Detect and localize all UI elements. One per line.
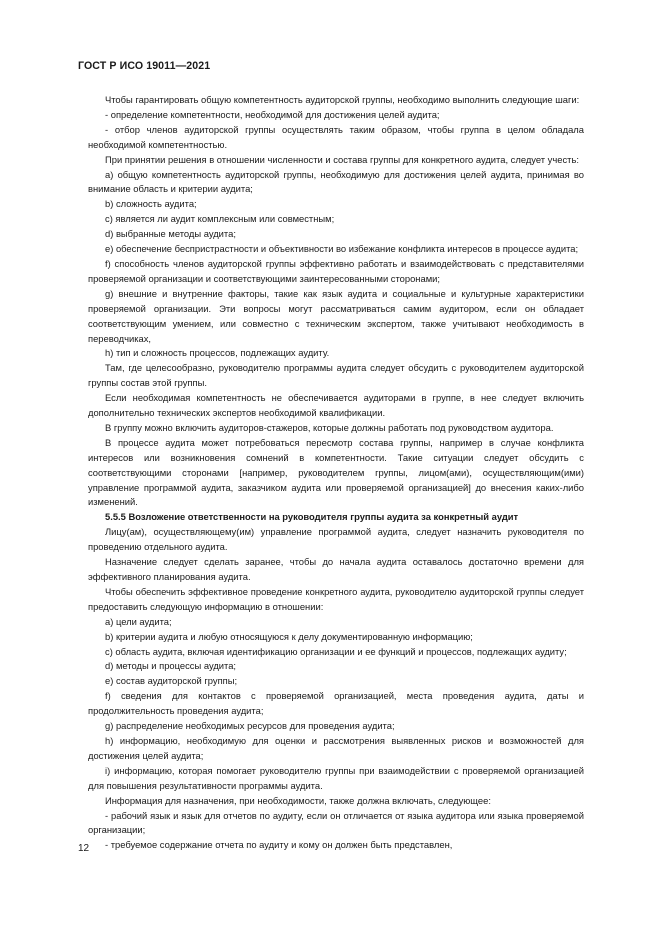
paragraph: Там, где целесообразно, руководителю программы аудита следует обсудить с руководителем аудиторской группы состав этой группы.	[88, 362, 584, 389]
list-item: b) сложность аудита;	[105, 198, 197, 210]
list-item: d) методы и процессы аудита;	[105, 660, 237, 672]
list-item: c) область аудита, включая идентификацию организации и ее функций и процессов, подлежащих аудиту;	[105, 645, 567, 657]
list-item: - отбор членов аудиторской группы осуществлять таким образом, чтобы группа в целом обладала необходимой компетентностью.	[88, 123, 584, 150]
paragraph: Чтобы гарантировать общую компетентность аудиторской группы, необходимо выполнить следующие шаги:	[105, 94, 580, 105]
list-item: е) состав аудиторской группы;	[105, 675, 238, 687]
paragraph: Назначение следует сделать заранее, чтобы до начала аудита оставалось достаточно времени для эффективного планирования аудита.	[88, 556, 584, 582]
list-item: е) обеспечение беспристрастности и объективности во избежание конфликта интересов в процессе аудита;	[105, 243, 579, 255]
list-item: - требуемое содержание отчета по аудиту и кому он должен быть представлен,	[105, 839, 453, 851]
list-item: а) общую компетентность аудиторской группы, необходимую для достижения целей аудита, принимая во внимание область и критерии аудита;	[88, 168, 584, 195]
paragraph: Если необходимая компетентность не обеспечивается аудиторами в группе, в нее следует включить дополнительно технических экспертов необходимой квалификации.	[88, 392, 584, 419]
list-item: h) тип и сложность процессов, подлежащих аудиту.	[105, 347, 330, 359]
list-item: f) способность членов аудиторской группы эффективно работать и взаимодействовать с представителями проверяемой организации и соответствующими заинтересованными сторонами;	[88, 257, 584, 284]
paragraph: Информация для назначения, при необходимости, также должна включать, следующее:	[105, 794, 491, 806]
page-number: 12	[78, 843, 90, 854]
standard-code-header: ГОСТ Р ИСО 19011—2021	[78, 60, 211, 72]
paragraph: Чтобы обеспечить эффективное проведение конкретного аудита, руководителю аудиторской группы следует предоставить следующую информацию в отношении:	[88, 585, 584, 612]
list-item: i) информацию, которая помогает руководителю группы при взаимодействии с проверяемой организацией для повышения результативности программы аудита.	[88, 764, 584, 791]
list-item: f) сведения для контактов с проверяемой организацией, места проведения аудита, даты и продолжительность проведения аудита;	[88, 690, 584, 717]
section-heading: 5.5.5 Возложение ответственности на руководителя группы аудита за конкретный аудит	[105, 511, 519, 523]
list-item: b) критерии аудита и любую относящуюся к делу документированную информацию;	[105, 630, 473, 642]
list-item: а) цели аудита;	[105, 615, 172, 627]
paragraph: При принятии решения в отношении численности и состава группы для конкретного аудита, следует учесть:	[105, 153, 579, 165]
body-text	[88, 93, 584, 853]
list-item: - рабочий язык и язык для отчетов по аудиту, если он отличается от языка аудитора или языка проверяемой организации;	[88, 809, 584, 836]
list-item: h) информацию, необходимую для оценки и рассмотрения выявленных рисков и возможностей для достижения целей аудита;	[88, 734, 584, 761]
list-item: d) выбранные методы аудита;	[105, 228, 236, 240]
paragraph: В группу можно включить аудиторов-стажеров, которые должны работать под руководством аудитора.	[105, 421, 554, 433]
paragraph: Лицу(ам), осуществляющему(им) управление программой аудита, следует назначить руководителя по проведению отдельного аудита.	[88, 526, 584, 553]
list-item: - определение компетентности, необходимой для достижения целей аудита;	[105, 108, 440, 120]
list-item: g) внешние и внутренние факторы, такие как язык аудита и социальные и культурные характеристики проверяемой организации. Эти вопросы могут рассматриваться самим аудитором, если он обладает соответствующим умением, или совместно с техническим экспертом, также учитывают необходимость в переводчиках,	[88, 287, 584, 344]
list-item: c) является ли аудит комплексным или совместным;	[105, 213, 335, 225]
list-item: g) распределение необходимых ресурсов для проведения аудита;	[105, 720, 395, 732]
paragraph: В процессе аудита может потребоваться пересмотр состава группы, например в случае конфликта интересов или возникновения сомнений в компетентности. Такие ситуации следует обсудить с соответствующими сторонами [например, руководителем группы, лицом(ами), осуществляющим(ими) управление программой аудита, заказчиком аудита или проверяемой организацией] до внесения каких-либо изменений.	[88, 436, 584, 508]
